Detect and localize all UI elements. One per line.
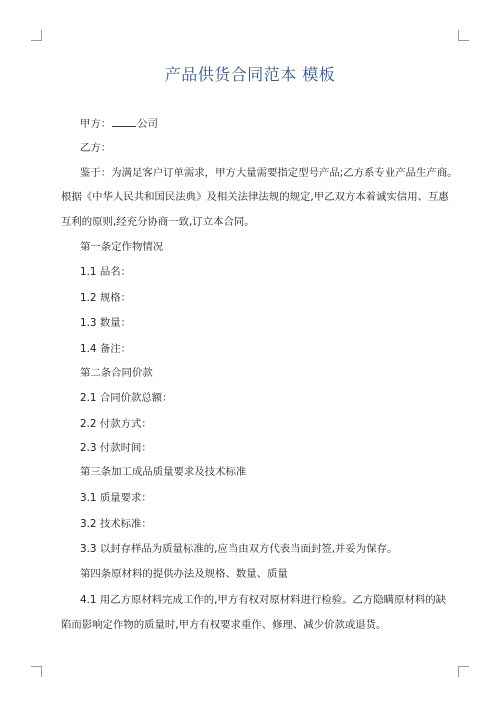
page-corner-mark-top-right (458, 30, 469, 41)
page-corner-mark-bottom-right (458, 666, 469, 677)
section-1-3: 1.3 数量： (80, 317, 131, 329)
section-4-title: 第四条原材料的提供办法及规格、数量、质量 (80, 568, 288, 580)
section-3-2: 3.2 技术标准： (80, 518, 152, 530)
section-4-1-line-1: 4.1 用乙方原材料完成工作的,甲方有权对原材料进行检验。乙方隐瞒原材料的缺 (80, 594, 447, 606)
section-2-2: 2.2 付款方式： (80, 418, 152, 430)
party-a-suffix: 公司 (137, 118, 158, 130)
section-1-title: 第一条定作物情况 (80, 241, 164, 253)
preamble-line-1: 鉴于：为满足客户订单需求，甲方大量需要指定型号产品;乙方系专业产品生产商。 (80, 167, 458, 179)
section-2-3: 2.3 付款时间： (80, 442, 152, 454)
section-1-1: 1.1 品名： (80, 266, 131, 278)
section-3-1: 3.1 质量要求： (80, 492, 152, 504)
party-a-blank (112, 116, 136, 127)
section-3-3: 3.3 以封存样品为质量标准的,应当由双方代表当面封签,并妥为保存。 (80, 543, 398, 555)
party-a-line (80, 116, 158, 131)
document-title: 产品供货合同范本 模板 (164, 65, 336, 84)
preamble-line-2: 根据《中华人民共和国民法典》及相关法律法规的规定,甲乙双方本着诚实信用、互惠 (61, 191, 449, 203)
section-2-title: 第二条合同价款 (80, 367, 153, 379)
section-4-1-line-2: 陷而影响定作物的质量时,甲方有权要求重作、修理、减少价款或退货。 (61, 619, 387, 631)
section-2-1: 2.1 合同价款总额： (80, 392, 173, 404)
page-corner-mark-bottom-left (31, 666, 42, 677)
party-a-label: 甲方： (80, 118, 112, 130)
section-1-4: 1.4 备注： (80, 343, 131, 355)
party-b-line: 乙方： (80, 142, 112, 154)
preamble-line-3: 互利的原则,经充分协商一致,订立本合同。 (61, 216, 255, 228)
section-3-title: 第三条加工成品质量要求及技术标准 (80, 466, 247, 478)
page-corner-mark-top-left (31, 30, 42, 41)
section-1-2: 1.2 规格： (80, 292, 131, 304)
